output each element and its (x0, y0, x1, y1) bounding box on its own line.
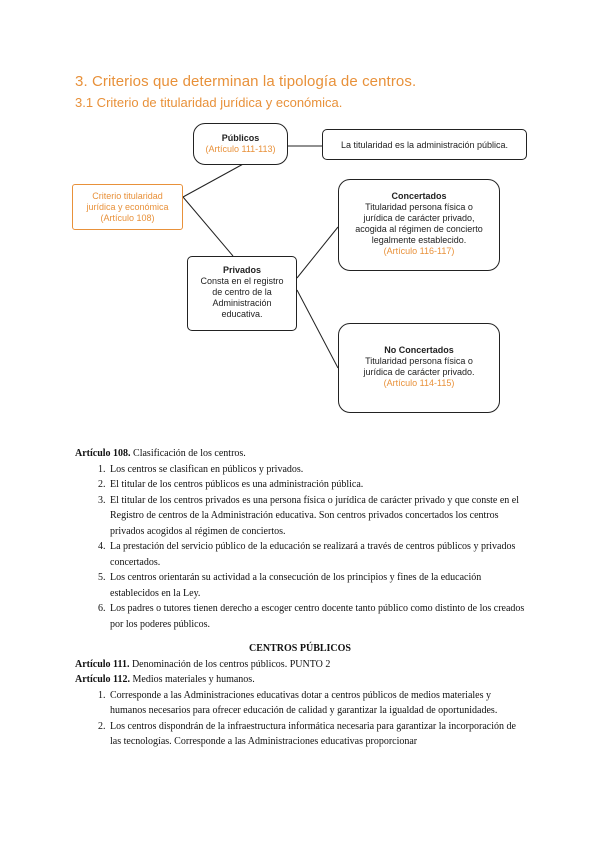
art108-heading: Artículo 108. Clasificación de los centros. (75, 448, 246, 459)
subsection-heading: 3.1 Criterio de titularidad jurídica y económica. (75, 95, 343, 110)
publicos-title: Públicos (221, 133, 260, 143)
no-concertados-line2: jurídica de carácter privado. (363, 367, 475, 377)
concertados-line3: acogida al régimen de concierto (355, 224, 483, 234)
list-item: 1. Corresponde a las Administraciones educativas dotar a centros públicos de medios materiales y humanos necesarios para ofrecer educación de calidad y garantizar la igualdad de oportunidades. (108, 688, 525, 719)
concertados-line4: legalmente establecido. (371, 235, 467, 245)
privados-line3: Administración (212, 298, 272, 308)
no-concertados-line1: Titularidad persona física o (365, 356, 473, 366)
privados-line4: educativa. (221, 309, 263, 319)
connector-privados-concertados (297, 227, 338, 278)
concertados-ref: (Artículo 116-117) (383, 246, 455, 256)
connector-privados-noconcertados (297, 290, 338, 368)
connector-criterio-privados (183, 197, 233, 256)
list-item: 2. El titular de los centros públicos es una administración pública. (108, 477, 525, 493)
section-heading: 3. Criterios que determinan la tipología de centros. (75, 73, 417, 90)
centros-publicos-title: CENTROS PÚBLICOS (249, 643, 351, 654)
publicos-box (193, 123, 288, 165)
art111-heading: Artículo 111. Denominación de los centros públicos. PUNTO 2 (75, 658, 331, 670)
list-item: 6. Los padres o tutores tienen derecho a escoger centro docente tanto público como distinto de los creados por los poderes públicos. (108, 601, 525, 632)
connector-criterio-publicos (183, 163, 245, 197)
concertados-line1: Titularidad persona física o (365, 202, 473, 212)
art108-list (75, 462, 525, 633)
concertados-line2: jurídica de carácter privado, (363, 213, 475, 223)
criterio-line1: Criterio titularidad (92, 191, 163, 201)
no-concertados-ref: (Artículo 114-115) (383, 378, 455, 388)
privados-title: Privados (222, 265, 262, 275)
list-item: 2. Los centros dispondrán de la infraestructura informática necesaria para garantizar la incorporación de las tecnologías. Corresponde a las Administraciones educativas proporcionar (108, 719, 525, 750)
no-concertados-box (338, 323, 500, 413)
privados-line2: de centro de la (212, 287, 272, 297)
legal-text (75, 446, 525, 750)
no-concertados-title: No Concertados (384, 345, 454, 355)
publicos-desc: La titularidad es la administración pública. (340, 140, 509, 150)
publicos-desc-box (322, 129, 527, 160)
concertados-box (338, 179, 500, 271)
list-item: 3. El titular de los centros privados es una persona física o jurídica de carácter privado y que conste en el Registro de centros de la Administración educativa. Son centros privados concertados los centros privados acogidos al régimen de conciertos. (108, 493, 525, 540)
privados-box (187, 256, 297, 331)
art112-list (75, 688, 525, 750)
criterio-line2: jurídica y económica (86, 202, 169, 212)
art112-heading: Artículo 112. Medios materiales y humanos. (75, 674, 255, 685)
publicos-ref: (Artículo 111-113) (205, 144, 276, 154)
list-item: 4. La prestación del servicio público de la educación se realizará a través de centros públicos y privados concertados. (108, 539, 525, 570)
list-item: 5. Los centros orientarán su actividad a la consecución de los principios y fines de la educación establecidos en la Ley. (108, 570, 525, 601)
criterio-box (72, 184, 183, 230)
criterio-ref: (Artículo 108) (100, 213, 155, 223)
list-item: 1. Los centros se clasifican en públicos y privados. (108, 462, 525, 478)
privados-line1: Consta en el registro (200, 276, 284, 286)
concertados-title: Concertados (391, 191, 447, 201)
